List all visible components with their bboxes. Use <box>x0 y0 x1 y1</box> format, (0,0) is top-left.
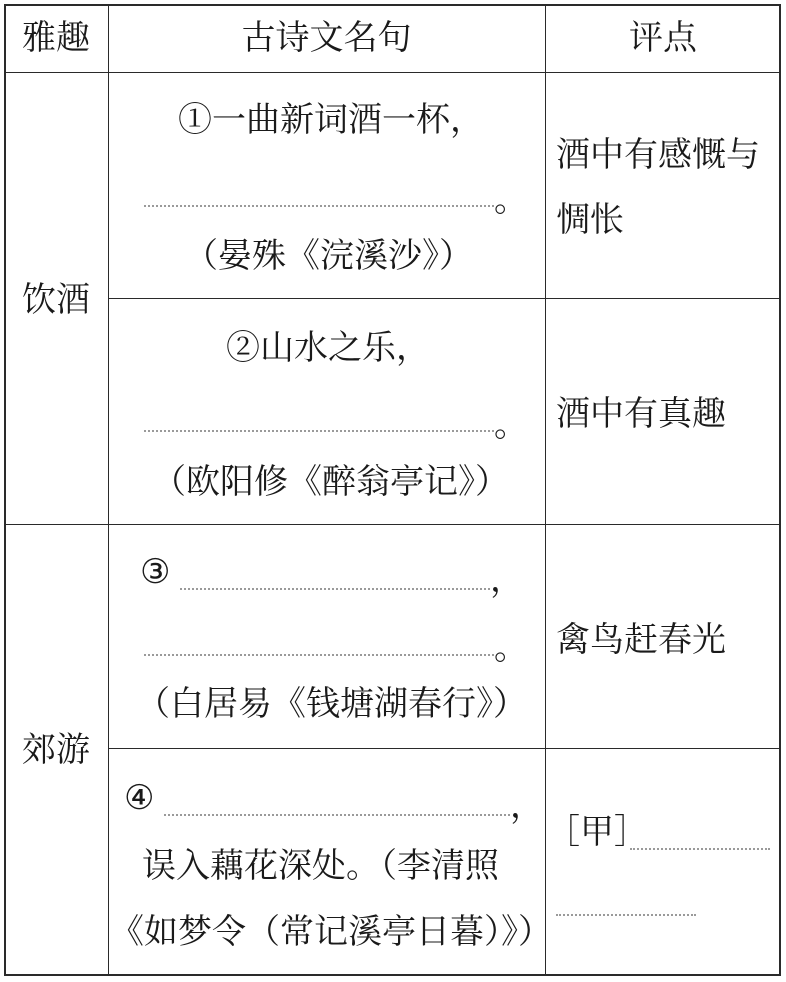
quote-2-line1: ②山水之乐， <box>226 328 430 368</box>
quote-3-blank-1[interactable] <box>180 588 490 590</box>
quote-1-blank[interactable] <box>144 205 494 207</box>
quote-2-blank[interactable] <box>144 430 494 432</box>
row-divider <box>4 524 781 525</box>
quote-2-source: （欧阳修《醉翁亭记》） <box>152 462 509 502</box>
quote-3-source: （白居易《钱塘湖春行》） <box>136 684 527 724</box>
quote-1-end-mark: 。 <box>494 180 528 220</box>
category-drinking: 饮酒 <box>22 280 90 320</box>
header-divider <box>4 72 781 73</box>
quote-4-comma: ， <box>510 786 544 826</box>
quote-4-blank[interactable] <box>164 814 510 816</box>
comment-2: 酒中有真趣 <box>556 394 726 434</box>
quote-3-number: ③ <box>140 552 171 592</box>
comment-4-blank-1[interactable] <box>630 848 770 850</box>
comment-4-label: ［甲］ <box>546 812 648 852</box>
quote-4-number: ④ <box>124 778 155 818</box>
quote-3-comma: ， <box>490 560 524 600</box>
comment-4-blank-2[interactable] <box>556 914 696 916</box>
quote-4-line2: 误入藕花深处。（李清照 <box>142 846 499 886</box>
comment-1-line1: 酒中有感慨与 <box>556 135 760 175</box>
row-divider <box>108 298 781 299</box>
header-category: 雅趣 <box>22 18 90 58</box>
category-outing: 郊游 <box>22 730 90 770</box>
quote-3-end-mark: 。 <box>494 628 528 668</box>
header-quotes: 古诗文名句 <box>241 18 412 58</box>
quote-2-end-mark: 。 <box>494 405 528 445</box>
comment-1-line2: 惆怅 <box>556 200 624 240</box>
column-divider <box>108 4 109 976</box>
row-divider <box>108 748 781 749</box>
quote-1-source: （晏殊《浣溪沙》） <box>184 236 473 276</box>
header-comment: 评点 <box>629 18 697 58</box>
quote-1-line1: ①一曲新词酒一杯， <box>178 100 484 140</box>
quote-3-blank-2[interactable] <box>144 654 494 656</box>
comment-3: 禽鸟赶春光 <box>556 620 726 660</box>
quote-4-line3: 《如梦令（常记溪亭日暮）》） <box>110 912 552 952</box>
